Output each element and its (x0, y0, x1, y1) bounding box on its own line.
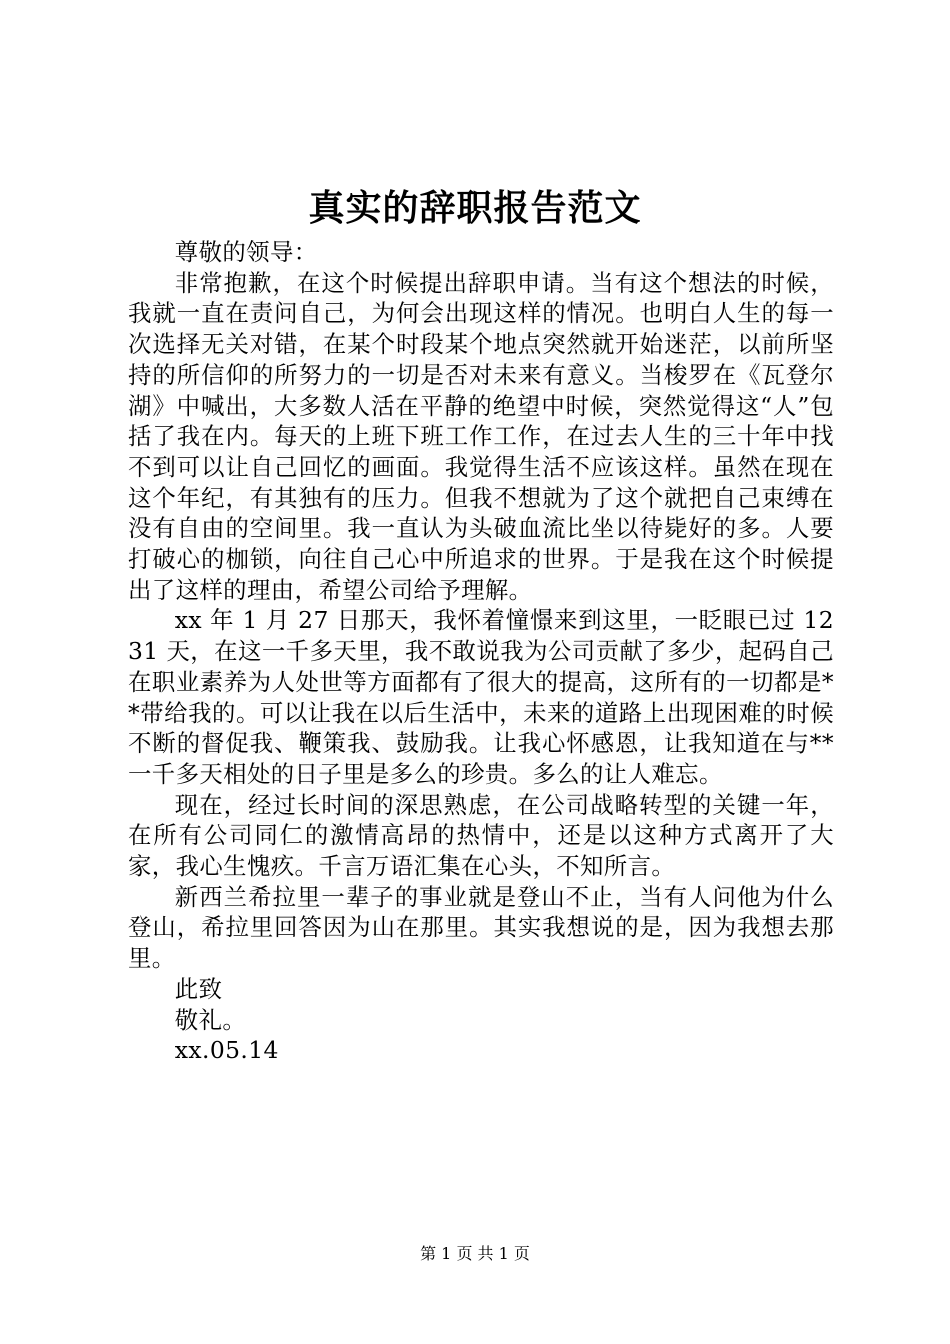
closing-line: 此致 (174, 974, 223, 1003)
body-paragraph: 现在，经过长时间的深思熟虑，在公司战略转型的关键一年，在所有公司同仁的激情高昂的热情中，还是以这种方式离开了大家，我心生愧疚。千言万语汇集在心头，不知所言。 (128, 790, 834, 881)
closing-regards: 敬礼。 (174, 1005, 247, 1034)
body-paragraph: 非常抱歉，在这个时候提出辞职申请。当有这个想法的时候，我就一直在责问自己，为何会出现这样的情况。也明白人生的每一次选择无关对错，在某个时段某个地点突然就开始迷茫，以前所坚持的所信仰的所努力的一切是否对未来有意义。当梭罗在《瓦登尔湖》中喊出，大多数人活在平静的绝望中时候，突然觉得这“人”包括了我在内。每天的上班下班工作工作，在过去人生的三十年中找不到可以让自己回忆的画面。我觉得生活不应该这样。虽然在现在这个年纪，有其独有的压力。但我不想就为了这个就把自己束缚在没有自由的空间里。我一直认为头破血流比坐以待毙好的多。人要打破心的枷锁，向往自己心中所追求的世界。于是我在这个时候提出了这样的理由，希望公司给予理解。 (128, 268, 834, 604)
body-paragraph: 新西兰希拉里一辈子的事业就是登山不止，当有人问他为什么登山，希拉里回答因为山在那里。其实我想说的是，因为我想去那里。 (128, 882, 834, 973)
page-title: 真实的辞职报告范文 (308, 187, 642, 229)
letter-date: xx.05.14 (174, 1036, 279, 1065)
salutation: 尊敬的领导： (174, 238, 318, 266)
body-paragraph: xx 年 1 月 27 日那天，我怀着憧憬来到这里，一眨眼已过 1231 天，在这一千多天里，我不敢说我为公司贡献了多少，起码自己在职业素养为人处世等方面都有了很大的提高，这所有的一切都是**带给我的。可以让我在以后生活中，未来的道路上出现困难的时候不断的督促我、鞭策我、鼓励我。让我心怀感恩，让我知道在与**一千多天相处的日子里是多么的珍贵。多么的让人难忘。 (128, 606, 834, 788)
page-number: 第 1 页 共 1 页 (420, 1244, 530, 1263)
document-body (128, 237, 834, 1066)
